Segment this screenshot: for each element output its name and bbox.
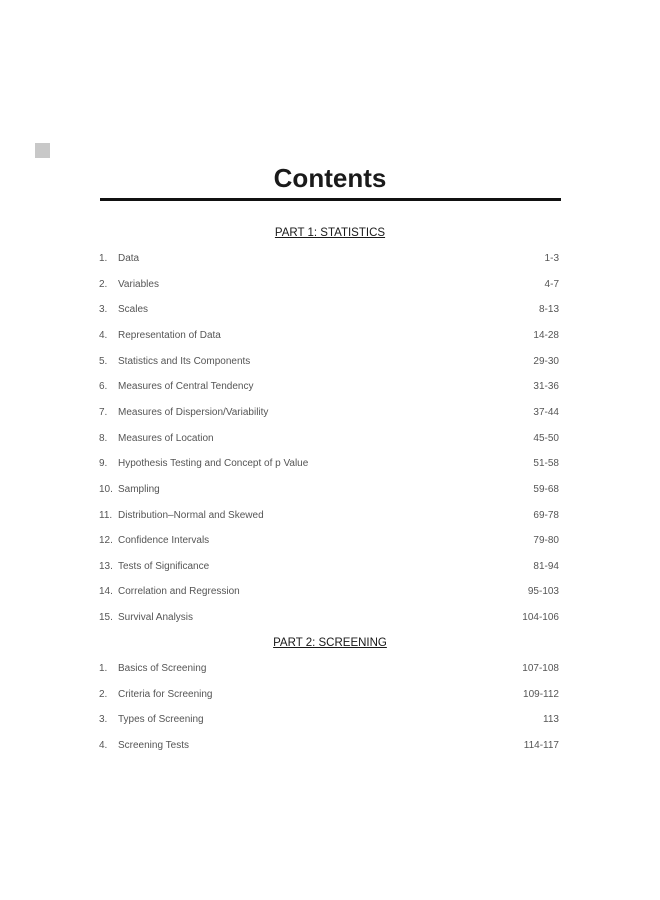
toc-entry[interactable] [99,586,559,600]
entry-pages: 45-50 [533,432,559,444]
entry-pages: 69-78 [533,509,559,521]
toc-entry[interactable] [99,304,559,318]
entry-number: 4. [99,329,108,341]
title-rule [100,198,561,201]
entry-number: 12. [99,535,113,547]
entry-pages: 59-68 [533,483,559,495]
entry-title: Statistics and Its Components [118,355,251,367]
entry-pages: 79-80 [533,535,559,547]
entry-pages: 4-7 [544,278,559,290]
entry-number: 6. [99,381,108,393]
entry-title: Data [118,253,140,264]
entry-title: Scales [118,304,149,316]
entry-pages: 81-94 [533,560,559,572]
entry-pages: 104-106 [522,612,559,624]
toc-entry[interactable] [99,381,559,395]
entry-number: 4. [99,739,108,751]
entry-number: 2. [99,278,108,290]
entry-number: 2. [99,688,108,700]
entry-number: 5. [99,355,108,367]
toc-entry[interactable] [99,510,559,524]
entry-number: 11. [99,509,113,521]
entry-pages: 37-44 [533,406,559,418]
entry-title: Sampling [118,483,160,495]
entry-number: 8. [99,432,108,444]
toc-entry[interactable] [99,356,559,370]
toc-entry[interactable] [99,253,559,267]
entry-pages: 8-13 [538,304,559,316]
entry-title: Measures of Dispersion/Variability [118,406,269,418]
page-title: Contents [273,163,387,193]
toc-entry[interactable] [99,279,559,293]
entry-pages: 114-117 [523,739,559,751]
toc-entry[interactable] [99,458,559,472]
entry-pages: 29-30 [533,355,559,367]
entry-pages: 31-36 [533,381,559,393]
entry-title: Types of Screening [118,714,204,726]
entry-number: 3. [99,304,108,316]
entry-pages: 95-103 [527,586,559,598]
entry-title: Correlation and Regression [118,586,240,598]
toc-entry[interactable] [99,663,559,677]
toc-entry[interactable] [99,407,559,421]
entry-title: Tests of Significance [118,560,210,572]
entry-pages: 109-112 [523,688,559,700]
toc-entry[interactable] [99,330,559,344]
toc-entry[interactable] [99,433,559,447]
toc-entry[interactable] [99,740,559,754]
entry-title: Measures of Central Tendency [118,381,254,393]
entry-title: Screening Tests [118,739,189,751]
entry-pages: 107-108 [522,663,559,674]
entry-number: 3. [99,714,108,726]
part-heading: PART 1: STATISTICS [274,227,386,239]
toc-entry[interactable] [99,714,559,728]
toc-entry[interactable] [99,689,559,703]
entry-pages: 113 [543,714,559,726]
entry-pages: 1-3 [544,253,559,264]
part-heading: PART 2: SCREENING [273,637,387,649]
toc-entry[interactable] [99,612,559,626]
entry-number: 1. [99,663,108,674]
entry-title: Basics of Screening [118,663,207,674]
entry-number: 7. [99,406,108,418]
entry-title: Hypothesis Testing and Concept of p Value [118,458,309,470]
entry-number: 1. [99,253,108,264]
toc-entry[interactable] [99,535,559,549]
entry-number: 13. [99,560,113,572]
entry-title: Survival Analysis [118,612,194,624]
entry-number: 14. [99,586,113,598]
entry-title: Distribution–Normal and Skewed [118,509,264,521]
toc-entry[interactable] [99,561,559,575]
entry-title: Representation of Data [118,329,221,341]
entry-title: Criteria for Screening [118,688,213,700]
entry-title: Confidence Intervals [118,535,210,547]
entry-title: Measures of Location [118,432,214,444]
toc-entry[interactable] [99,484,559,498]
entry-title: Variables [118,278,159,290]
entry-pages: 51-58 [533,458,559,470]
entry-pages: 14-28 [533,329,559,341]
entry-number: 10. [99,483,113,495]
entry-number: 15. [99,612,113,624]
page-marker [35,143,50,158]
entry-number: 9. [99,458,108,470]
